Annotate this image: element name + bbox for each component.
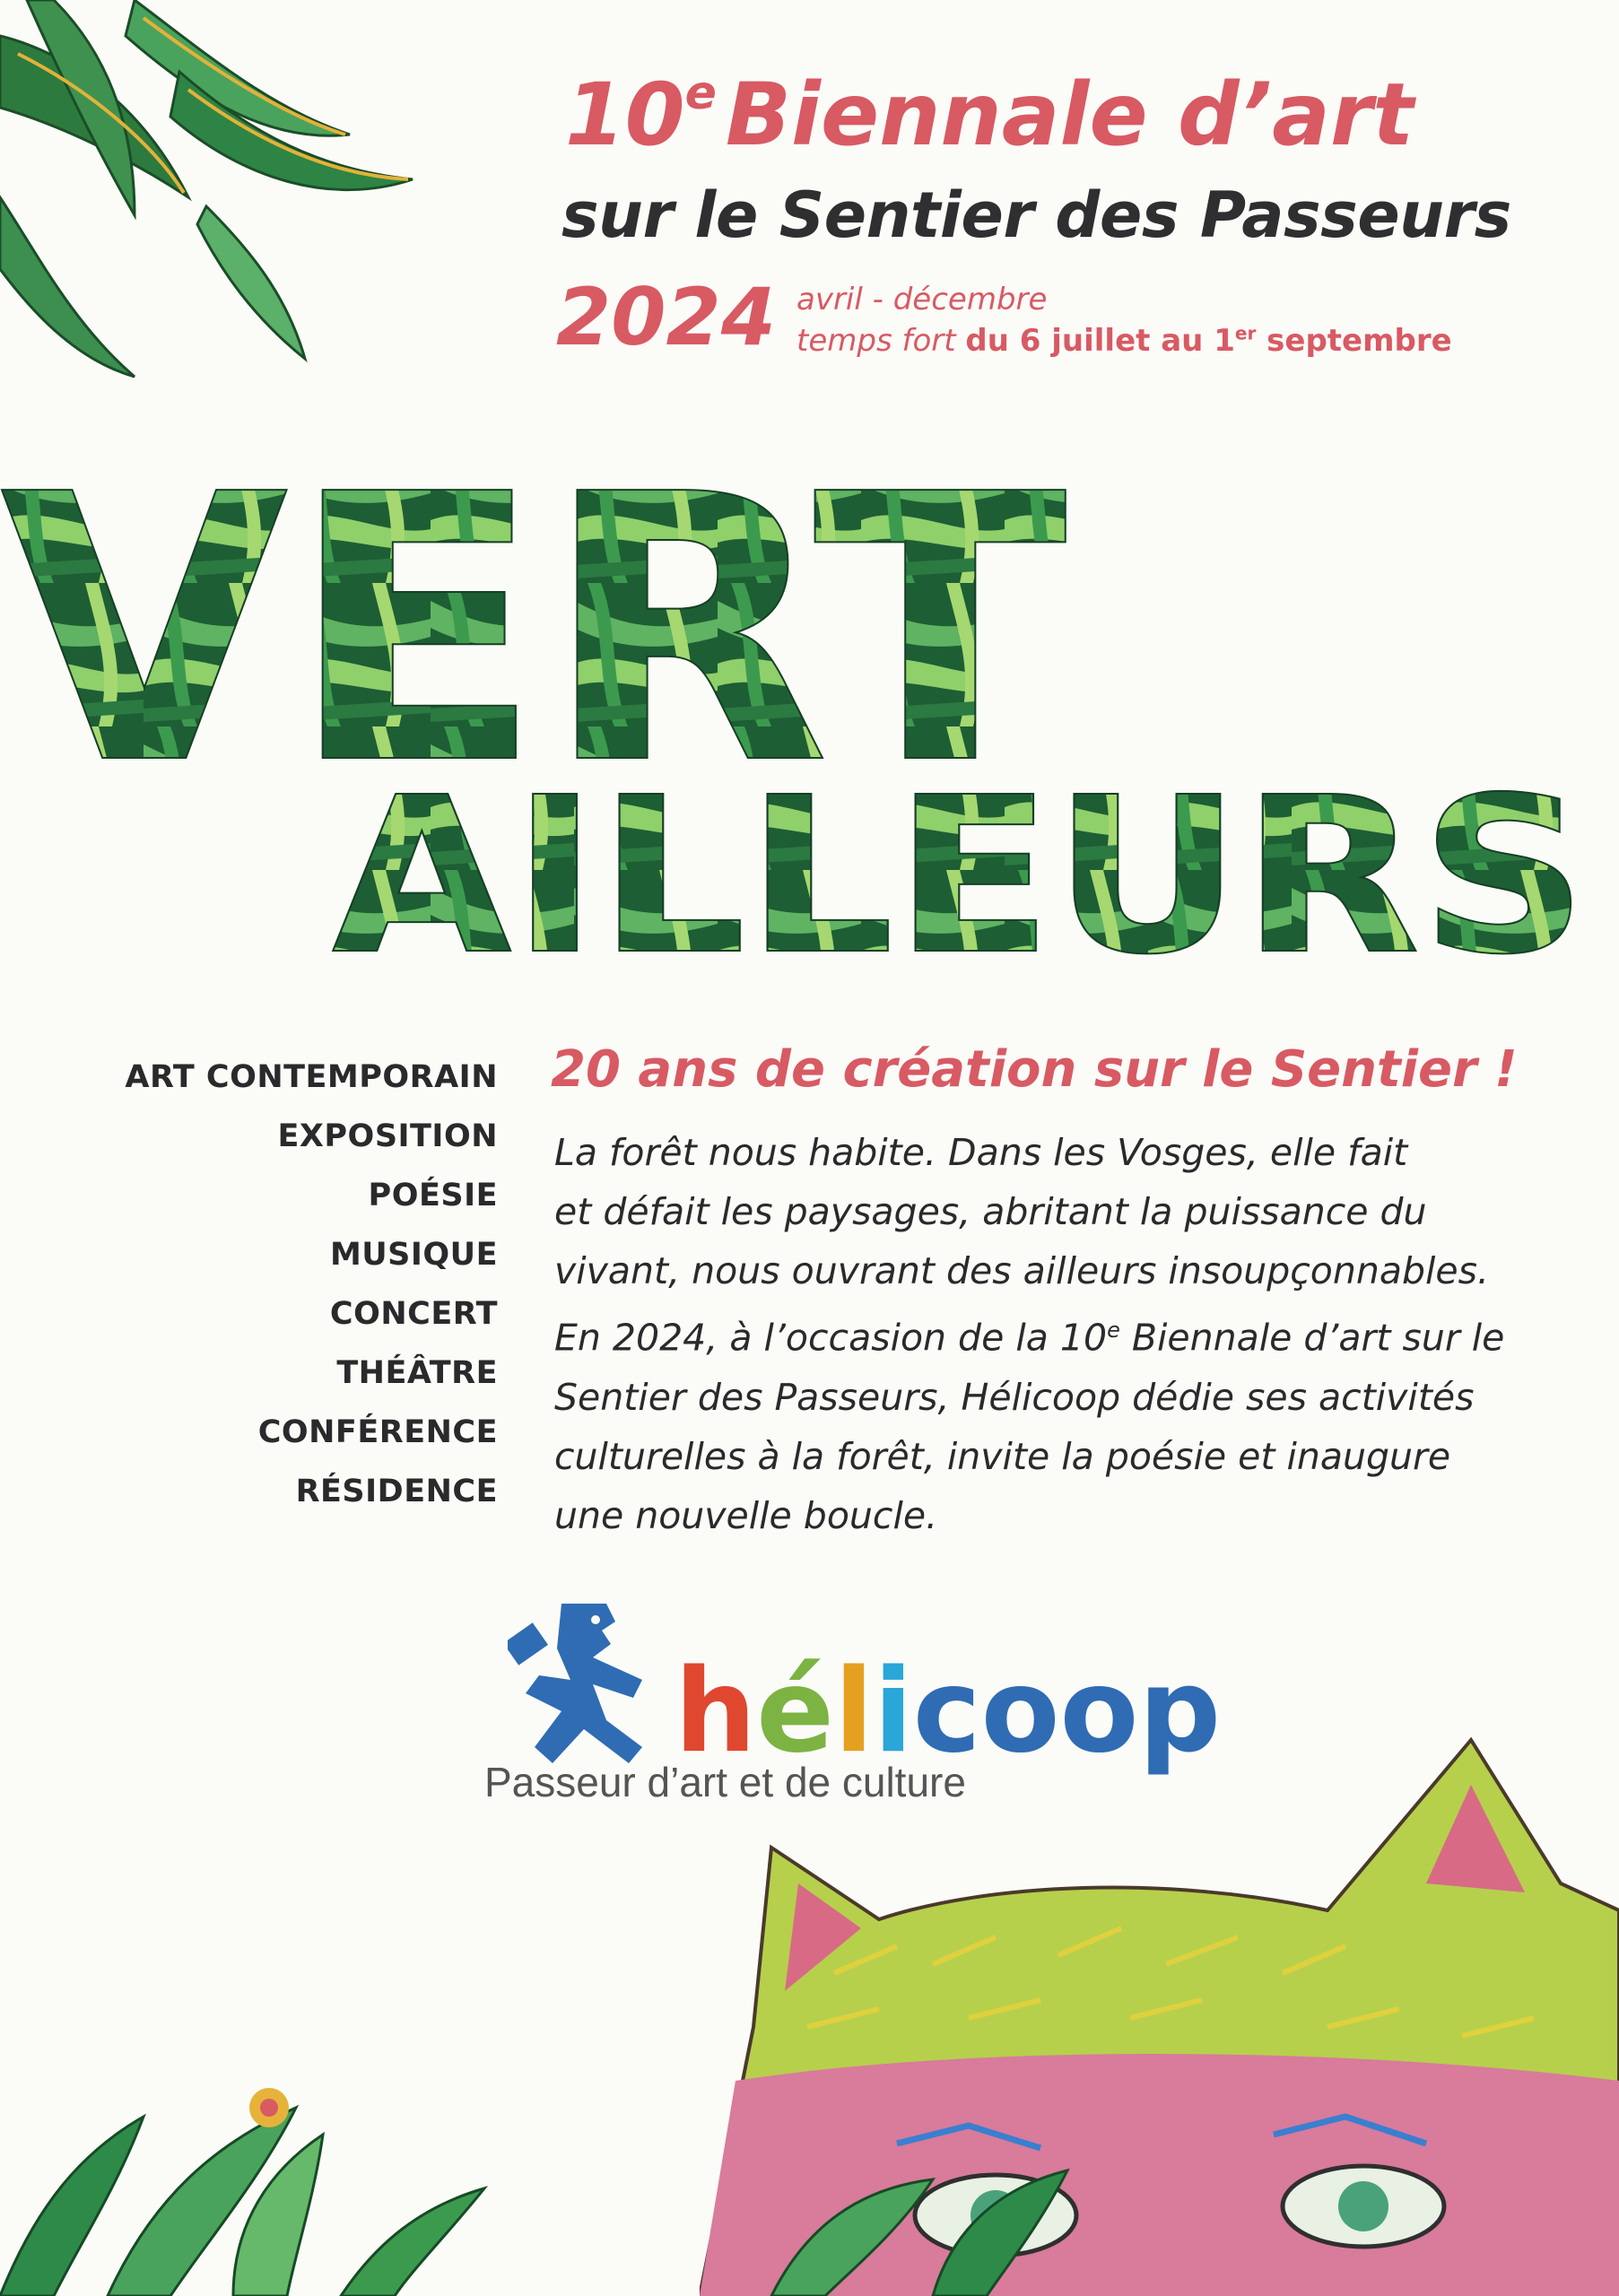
disciplines-list [125, 1048, 498, 1521]
event-title [565, 65, 1597, 165]
event-highlight [796, 321, 1452, 362]
intro-tagline: 20 ans de création sur le Sentier ! [551, 1040, 1518, 1099]
discipline-item: RÉSIDENCE [295, 1474, 498, 1509]
title-ordinal: e [684, 66, 717, 120]
intro-paragraph [554, 1123, 1586, 1545]
highlight-dates: du 6 juillet au 1er septembre [965, 322, 1452, 359]
discipline-item: CONFÉRENCE [257, 1414, 498, 1450]
intro-line: culturelles à la forêt, invite la poésie et inaugure [554, 1434, 1451, 1478]
leaves-illustration-top-left [0, 0, 422, 413]
intro-line: La forêt nous habite. Dans les Vosges, elle fait [554, 1131, 1408, 1174]
intro-line: Sentier des Passeurs, Hélicoop dédie ses activités [554, 1375, 1475, 1419]
discipline-item: ART CONTEMPORAIN [125, 1059, 498, 1095]
intro-line: vivant, nous ouvrant des ailleurs insoupçonnables. [554, 1249, 1490, 1292]
intro-line: une nouvelle boucle. [554, 1493, 938, 1537]
event-period: avril - décembre [796, 282, 1048, 317]
foliage-illustration-bottom [0, 2009, 1076, 2296]
discipline-item: MUSIQUE [329, 1237, 498, 1273]
intro-line: et défait les paysages, abritant la puissance du [554, 1190, 1427, 1233]
intro-line: En 2024, à l’occasion de la 10e Biennale d’art sur le [554, 1316, 1505, 1360]
discipline-item: POÉSIE [368, 1178, 498, 1213]
title-number: 10 [565, 65, 685, 165]
helicoop-figure-icon [508, 1595, 660, 1765]
discipline-item: CONCERT [329, 1296, 498, 1332]
discipline-item: THÉÂTRE [336, 1355, 498, 1391]
big-title-line2: AILLEURS [332, 751, 1588, 996]
big-title-vert-ailleurs [0, 439, 1619, 996]
big-title-line1: VERT [0, 439, 1070, 845]
event-year: 2024 [556, 271, 776, 363]
event-dates [796, 280, 1452, 362]
event-subtitle: sur le Sentier des Passeurs [561, 178, 1511, 252]
title-text: Biennale d’art [725, 65, 1414, 165]
highlight-prefix: temps fort [796, 322, 956, 359]
helicoop-tagline: Passeur d’art et de culture [484, 1759, 966, 1805]
helicoop-wordmark: hélicoop [675, 1645, 1222, 1779]
discipline-item: EXPOSITION [277, 1118, 498, 1154]
